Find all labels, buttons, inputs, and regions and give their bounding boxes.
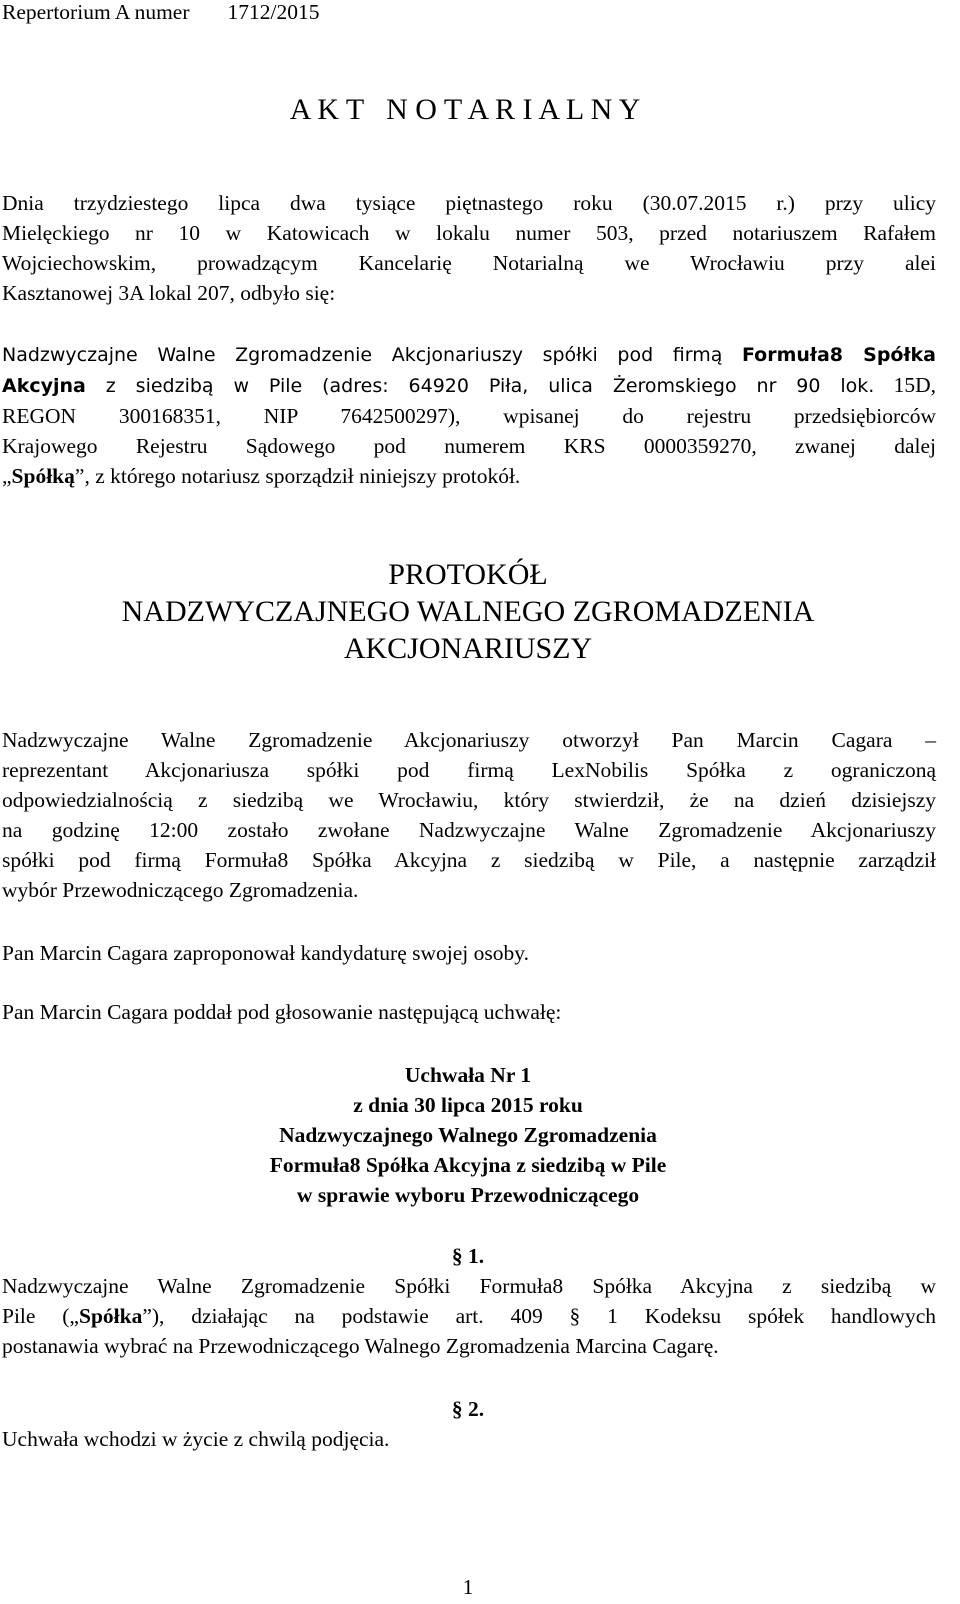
opening-line: wybór Przewodniczącego Zgromadzenia.: [2, 878, 359, 902]
resolution-line: w sprawie wyboru Przewodniczącego: [296, 1183, 640, 1207]
section-1-line: Nadzwyczajne Walne Zgromadzenie Spółki Formuła8 Spółka Akcyjna z siedzibą w: [2, 1274, 936, 1298]
repertorium-number: 1712/2015: [227, 0, 320, 24]
section-1-mark: § 1.: [451, 1244, 485, 1268]
protocol-heading-line: AKCJONARIUSZY: [343, 632, 593, 665]
intro-line: Dnia trzydziestego lipca dwa tysiące piętnastego roku (30.07.2015 r.) przy ulicy: [2, 191, 936, 215]
section-1-line: postanawia wybrać na Przewodniczącego Walnego Zgromadzenia Marcina Cagarę.: [2, 1334, 719, 1358]
opening-line: reprezentant Akcjonariusza spółki pod firmą LexNobilis Spółka z ograniczoną: [2, 758, 936, 782]
company-name: Formuła8 Spółka: [741, 344, 936, 366]
repertorium-line: [2, 0, 319, 27]
resolution-line: Formuła8 Spółka Akcyjna z siedzibą w Pile: [269, 1153, 667, 1177]
company-paragraph: [2, 340, 936, 491]
company-line: Nadzwyczajne Walne Zgromadzenie Akcjonariuszy spółki pod firmą Formuła8 Spółka: [2, 344, 936, 366]
opening-line: Nadzwyczajne Walne Zgromadzenie Akcjonariuszy otworzył Pan Marcin Cagara –: [2, 728, 936, 752]
opening-paragraph: [2, 725, 936, 905]
protocol-heading: [0, 556, 936, 667]
intro-line: Kasztanowej 3A lokal 207, odbyło się:: [2, 281, 336, 305]
company-name-cont: Akcyjna: [2, 375, 86, 397]
opening-line: odpowiedzialnością z siedzibą we Wrocławiu, który stwierdził, że na dzień dzisiejszy: [2, 788, 936, 812]
resolution-line: Nadzwyczajnego Walnego Zgromadzenia: [279, 1123, 657, 1147]
intro-paragraph: [2, 188, 936, 308]
company-line: „Spółką”, z którego notariusz sporządził niniejszy protokół.: [2, 464, 521, 488]
company-line: Krajowego Rejestru Sądowego pod numerem KRS 0000359270, zwanej dalej: [2, 434, 936, 458]
company-alias: Spółką: [11, 464, 75, 488]
opening-line: na godzinę 12:00 zostało zwołane Nadzwyczajne Walne Zgromadzenie Akcjonariuszy: [2, 818, 936, 842]
company-alias: Spółka: [78, 1304, 143, 1328]
intro-line: Wojciechowskim, prowadzącym Kancelarię Notarialną we Wrocławiu przy alei: [2, 251, 936, 275]
section-2-paragraph: Uchwała wchodzi w życie z chwilą podjęcia.: [2, 1427, 390, 1451]
intro-line: Mielęckiego nr 10 w Katowicach w lokalu numer 503, przed notariuszem Rafałem: [2, 221, 936, 245]
page-number: 1: [462, 1575, 474, 1599]
company-line: Akcyjna z siedzibą w Pile (adres: 64920 Piła, ulica Żeromskiego nr 90 lok. 15D,: [2, 373, 936, 397]
resolution-line: z dnia 30 lipca 2015 roku: [353, 1093, 583, 1117]
section-1-paragraph: [2, 1271, 936, 1361]
repertorium-label: Repertorium A numer: [2, 0, 190, 24]
opening-line: spółki pod firmą Formuła8 Spółka Akcyjna z siedzibą w Pile, a następnie zarządził: [2, 848, 936, 872]
section-2-mark: § 2.: [451, 1397, 485, 1421]
protocol-heading-line: NADZWYCZAJNEGO WALNEGO ZGROMADZENIA: [121, 595, 815, 628]
resolution-line: Uchwała Nr 1: [404, 1063, 532, 1087]
resolution-heading: [0, 1060, 936, 1210]
vote-paragraph: Pan Marcin Cagara poddał pod głosowanie następującą uchwałę:: [2, 1000, 562, 1024]
document-title: A K T N O T A R I A L N Y: [289, 93, 641, 126]
section-1-line: Pile („Spółka”), działając na podstawie art. 409 § 1 Kodeksu spółek handlowych: [2, 1304, 936, 1328]
company-line: REGON 300168351, NIP 7642500297), wpisanej do rejestru przedsiębiorców: [2, 404, 936, 428]
proposal-paragraph: Pan Marcin Cagara zaproponował kandydaturę swojej osoby.: [2, 941, 529, 965]
protocol-heading-line: PROTOKÓŁ: [388, 558, 548, 591]
